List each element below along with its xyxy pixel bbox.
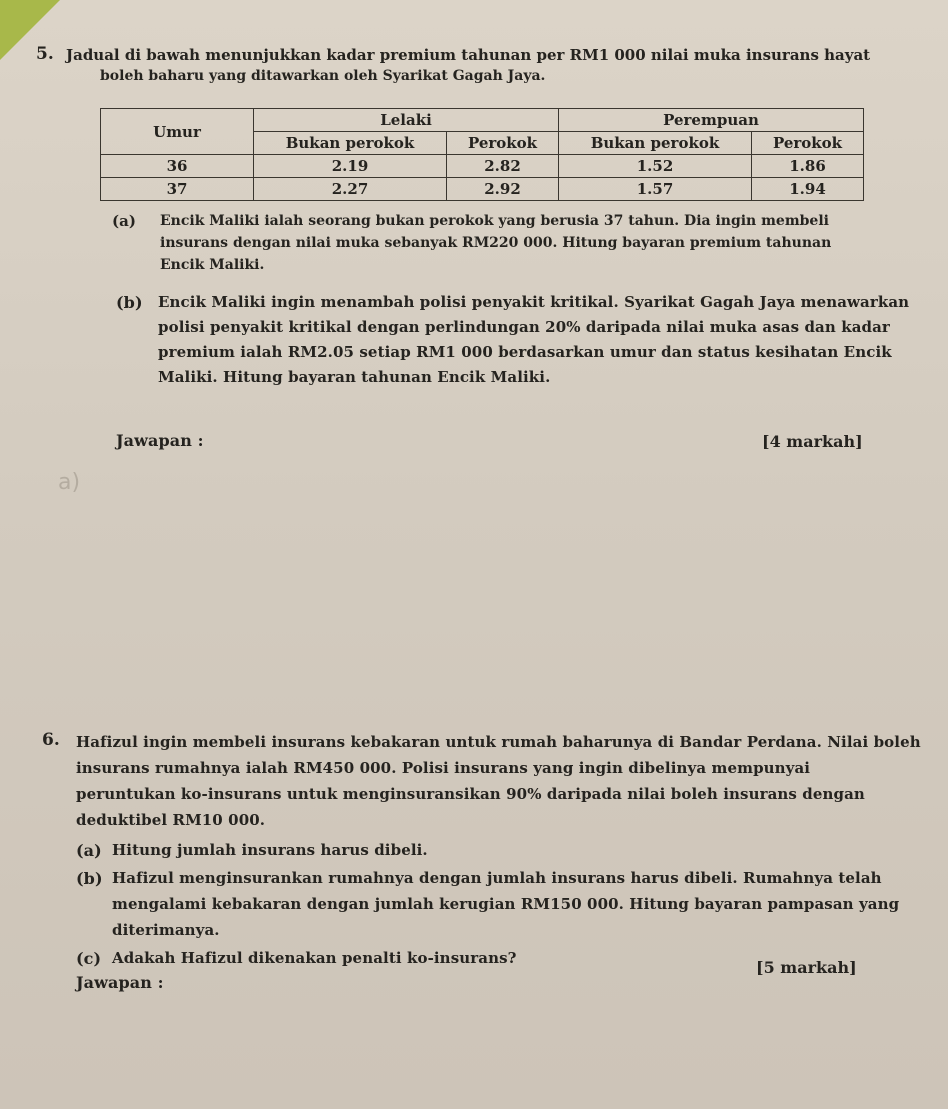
question-5a-line2: insurans dengan nilai muka sebanyak RM220 000. Hitung bayaran premium tahunan <box>160 235 832 251</box>
cell-lelaki-perokok: 2.92 <box>447 178 559 201</box>
cell-perempuan-perokok: 1.94 <box>752 178 864 201</box>
question-6c-text: Adakah Hafizul dikenakan penalti ko-insurans? <box>112 949 517 967</box>
question-5-marks: [4 markah] <box>762 432 863 451</box>
question-6-line1: Hafizul ingin membeli insurans kebakaran untuk rumah baharunya di Bandar Perdana. Nilai boleh <box>76 733 921 751</box>
question-5b-line1: Encik Maliki ingin menambah polisi penyakit kritikal. Syarikat Gagah Jaya menawarkan <box>158 293 910 311</box>
question-5a-line1: Encik Maliki ialah seorang bukan perokok yang berusia 37 tahun. Dia ingin membeli <box>160 213 829 229</box>
question-5-intro-line2: boleh baharu yang ditawarkan oleh Syarikat Gagah Jaya. <box>100 68 546 84</box>
question-6b-line2: mengalami kebakaran dengan jumlah kerugian RM150 000. Hitung bayaran pampasan yang <box>112 895 900 913</box>
question-6-line2: insurans rumahnya ialah RM450 000. Polisi insurans yang ingin dibelinya mempunyai <box>76 759 811 777</box>
cell-lelaki-bukan: 2.19 <box>254 155 447 178</box>
question-6-marks: [5 markah] <box>756 958 857 977</box>
question-5b-line2: polisi penyakit kritikal dengan perlindungan 20% daripada nilai muka asas dan kadar <box>158 318 890 336</box>
question-6-jawapan-label: Jawapan : <box>76 973 164 992</box>
header-perempuan: Perempuan <box>558 109 863 132</box>
handwritten-note: a) <box>58 470 81 495</box>
header-lelaki: Lelaki <box>254 109 559 132</box>
header-perempuan-perokok: Perokok <box>752 132 864 155</box>
question-5b-line3: premium ialah RM2.05 setiap RM1 000 berdasarkan umur dan status kesihatan Encik <box>158 343 892 361</box>
cell-lelaki-perokok: 2.82 <box>447 155 559 178</box>
header-umur: Umur <box>101 109 254 155</box>
question-5-jawapan-label: Jawapan : <box>116 431 204 450</box>
question-5b-label: (b) <box>116 293 143 312</box>
question-6c-label: (c) <box>76 949 102 968</box>
cell-umur: 37 <box>101 178 254 201</box>
question-5-intro-line1: Jadual di bawah menunjukkan kadar premium tahunan per RM1 000 nilai muka insurans hayat <box>66 46 871 64</box>
cell-perempuan-bukan: 1.52 <box>558 155 751 178</box>
question-5a-label: (a) <box>112 212 136 230</box>
question-6-number: 6. <box>42 730 60 750</box>
question-6a-text: Hitung jumlah insurans harus dibeli. <box>112 841 428 859</box>
cell-perempuan-bukan: 1.57 <box>558 178 751 201</box>
table-row <box>101 178 864 201</box>
premium-rate-table <box>100 108 864 201</box>
question-6-line3: peruntukan ko-insurans untuk menginsuransikan 90% daripada nilai boleh insurans dengan <box>76 785 865 803</box>
cell-lelaki-bukan: 2.27 <box>254 178 447 201</box>
question-5a-line3: Encik Maliki. <box>160 257 265 273</box>
table-header-row <box>101 109 864 132</box>
table-row <box>101 155 864 178</box>
question-6b-line1: Hafizul menginsurankan rumahnya dengan jumlah insurans harus dibeli. Rumahnya telah <box>112 869 882 887</box>
cell-perempuan-perokok: 1.86 <box>752 155 864 178</box>
header-perempuan-bukan-perokok: Bukan perokok <box>558 132 751 155</box>
question-5b-line4: Maliki. Hitung bayaran tahunan Encik Maliki. <box>158 368 551 386</box>
question-5-number: 5. <box>36 44 54 64</box>
cell-umur: 36 <box>101 155 254 178</box>
question-6b-label: (b) <box>76 869 103 888</box>
question-6a-label: (a) <box>76 841 102 860</box>
question-6b-line3: diterimanya. <box>112 921 220 939</box>
header-lelaki-perokok: Perokok <box>447 132 559 155</box>
header-lelaki-bukan-perokok: Bukan perokok <box>254 132 447 155</box>
question-6-line4: deduktibel RM10 000. <box>76 811 266 829</box>
